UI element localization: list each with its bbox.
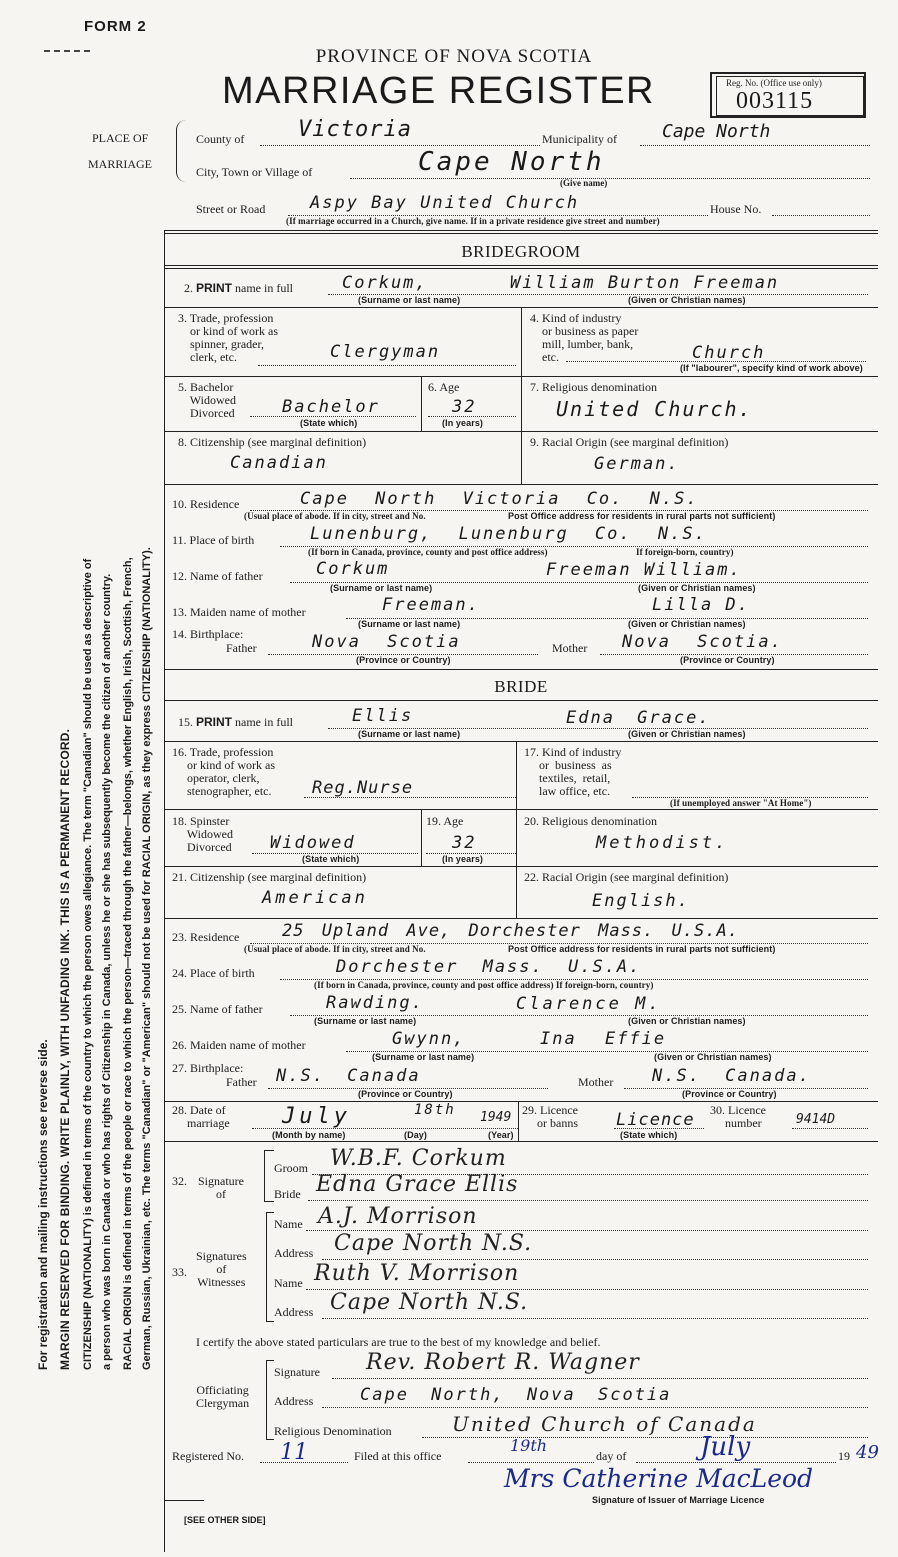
place-label-1: PLACE OF — [92, 131, 149, 145]
bride-residence: 25 Upland Ave, Dorchester Mass. U.S.A. — [282, 921, 739, 941]
see-other-side: [SEE OTHER SIDE] — [184, 1515, 266, 1525]
groom-religion: United Church. — [556, 397, 753, 421]
marriage-year-caption: (Year) — [488, 1130, 514, 1140]
clergy-label: Officiating Clergyman — [196, 1383, 250, 1410]
year-prefix: 19 — [838, 1449, 850, 1463]
witness2-address: Cape North N.S. — [330, 1290, 529, 1315]
bride-given-caption: (Given or Christian names) — [628, 729, 746, 739]
w1-name-label: Name — [274, 1217, 303, 1231]
w2-name-label: Name — [274, 1276, 303, 1290]
groom-residence: Cape North Victoria Co. N.S. — [300, 489, 699, 509]
margin-binding-notice: MARGIN RESERVED FOR BINDING. WRITE PLAINLY, WITH UNFADING INK. THIS IS A PERMANENT RECORD. — [58, 728, 72, 1370]
bride-status-caption: (State which) — [302, 854, 360, 864]
bride-father-surname: Rawding. — [326, 993, 424, 1013]
groom-status: Bachelor — [282, 397, 380, 417]
signature-brace — [264, 1150, 274, 1202]
witness-num: 33. — [172, 1265, 187, 1279]
bridegroom-heading: BRIDEGROOM — [461, 242, 581, 261]
bride-mother-surname: Gwynn, — [392, 1029, 466, 1049]
groom-mother-surname: Freeman. — [382, 595, 480, 615]
bride-racial: English. — [592, 891, 690, 911]
bride-bp-father-word: Father — [226, 1075, 257, 1089]
bride-birth-caption: (If born in Canada, province, county and post office address) If foreign-born, country) — [314, 980, 654, 990]
give-name-caption: (Give name) — [560, 178, 608, 188]
bride-birthplace-label: 27. Birthplace: — [172, 1061, 244, 1075]
groom-trade: Clergyman — [330, 342, 441, 362]
marriage-month: July — [282, 1104, 351, 1129]
city-label: City, Town or Village of — [196, 165, 313, 179]
groom-mother-label: 13. Maiden name of mother — [172, 605, 306, 619]
groom-age-caption: (In years) — [442, 418, 484, 428]
groom-father-label: 12. Name of father — [172, 569, 263, 583]
groom-birth-caption-1: (If born in Canada, province, county and post office address) — [308, 547, 548, 557]
clergy-denomination: United Church of Canada — [452, 1412, 757, 1436]
bride-birth: Dorchester Mass. U.S.A. — [336, 957, 642, 977]
bride-bp-mother-word: Mother — [578, 1075, 614, 1089]
groom-surname: Corkum, — [342, 273, 428, 293]
groom-age-label: 6. Age — [428, 380, 460, 394]
bride-father-label: 25. Name of father — [172, 1002, 263, 1016]
issuer-signature: Mrs Catherine MacLeod — [504, 1464, 814, 1493]
bride-sig-label: Bride — [274, 1187, 301, 1201]
place-brace — [176, 120, 188, 182]
groom-racial: German. — [594, 454, 680, 474]
licence-value: Licence — [616, 1110, 695, 1130]
signature-label: 32. — [172, 1174, 187, 1188]
bride-racial-label: 22. Racial Origin (see marginal definition) — [524, 870, 729, 884]
city-value: Cape North — [418, 147, 605, 177]
groom-residence-caption-2: Post Office address for residents in rural parts not sufficient) — [508, 511, 776, 521]
marriage-date-label: 28. Date of marriage — [172, 1103, 230, 1130]
groom-religion-label: 7. Religious denomination — [530, 380, 657, 394]
clergy-denomination-label: Religious Denomination — [274, 1424, 392, 1438]
groom-father-given: Freeman William. — [546, 560, 742, 580]
marriage-year: 1949 — [480, 1110, 512, 1125]
licence-caption: (State which) — [620, 1130, 678, 1140]
margin-racial-def: RACIAL ORIGIN is defined in terms of the people or race to which the person—traced through the father—belongs, whether English, Irish, Scottish, French, — [122, 557, 134, 1370]
municipality-value: Cape North — [662, 121, 771, 142]
filed-year: 49 — [856, 1442, 879, 1463]
groom-father-surname: Corkum — [316, 559, 390, 579]
bride-age: 32 — [452, 833, 477, 853]
reg-no-value: 003115 — [736, 88, 814, 114]
county-label: County of — [196, 132, 245, 146]
groom-bp-mother-caption: (Province or Country) — [680, 655, 775, 665]
groom-birth: Lunenburg, Lunenburg Co. N.S. — [310, 524, 707, 544]
bride-surname: Ellis — [352, 706, 414, 726]
w2-address-label: Address — [274, 1305, 314, 1319]
bride-religion: Methodist. — [596, 833, 729, 853]
groom-birth-label: 11. Place of birth — [172, 533, 255, 547]
groom-citizenship-label: 8. Citizenship (see marginal definition) — [178, 435, 367, 449]
issuer-caption: Signature of Issuer of Marriage Licence — [592, 1495, 765, 1505]
street-label: Street or Road — [196, 202, 266, 216]
licence-number-label: 30. Licence number — [710, 1103, 766, 1130]
groom-bp-father-caption: (Province or Country) — [356, 655, 451, 665]
clergy-brace — [266, 1360, 274, 1440]
bride-age-caption: (In years) — [442, 854, 484, 864]
groom-status-caption: (State which) — [300, 418, 358, 428]
groom-surname-caption: (Surname or last name) — [358, 295, 461, 305]
groom-industry-label: 4. Kind of industry or business as paper mill, lumber, bank, etc. — [530, 311, 639, 364]
groom-name-label: 2. PRINT name in full — [184, 281, 293, 295]
bride-name-label: 15. PRINT name in full — [178, 715, 293, 729]
bride-mother-birthplace: N.S. Canada. — [652, 1066, 811, 1086]
bride-residence-caption-1: (Usual place of abode. If in city, street and No. — [244, 944, 426, 954]
groom-industry: Church — [692, 343, 766, 363]
bride-residence-caption-2: Post Office address for residents in rural parts not sufficient) — [508, 944, 776, 954]
marriage-day-caption: (Day) — [404, 1130, 428, 1140]
groom-residence-label: 10. Residence — [172, 497, 240, 511]
bride-residence-label: 23. Residence — [172, 930, 240, 944]
groom-industry-note: (If "labourer", specify kind of work above) — [680, 363, 863, 373]
clergy-address: Cape North, Nova Scotia — [360, 1385, 672, 1405]
groom-residence-caption-1: (Usual place of abode. If in city, street and No. — [244, 511, 426, 521]
reg-no-label: Reg. No. (Office use only) — [726, 78, 822, 88]
bride-mother-label: 26. Maiden name of mother — [172, 1038, 306, 1052]
marriage-month-caption: (Month by name) — [272, 1130, 346, 1140]
filed-day: 19th — [510, 1436, 548, 1455]
groom-trade-label: 3. Trade, profession or kind of work as spinner, grader, clerk, etc. — [178, 311, 278, 364]
bride-given: Edna Grace. — [566, 708, 711, 728]
bride-bp-mother-caption: (Province or Country) — [682, 1089, 777, 1099]
groom-racial-label: 9. Racial Origin (see marginal definition) — [530, 435, 729, 449]
house-label: House No. — [710, 202, 762, 216]
form-label: FORM 2 — [84, 18, 147, 35]
bride-industry-label: 17. Kind of industry or business as textiles, retail, law office, etc. — [524, 745, 622, 798]
margin-racial-def-2: German, Russian, Ukrainian, etc. The terms "Canadian" or "American" should not be used for RACIAL ORIGIN, as they express CITIZENSHIP (NATIONALITY). — [141, 547, 153, 1370]
groom-birthplace-label: 14. Birthplace: — [172, 627, 244, 641]
groom-bp-mother-word: Mother — [552, 641, 588, 655]
clergy-address-label: Address — [274, 1394, 314, 1408]
bride-mother-given: Ina Effie — [540, 1029, 667, 1049]
bride-father-given-caption: (Given or Christian names) — [628, 1016, 746, 1026]
bride-status-label: 18. Spinster Widowed Divorced — [172, 814, 233, 854]
groom-mother-given-caption: (Given or Christian names) — [628, 619, 746, 629]
bride-signature: Edna Grace Ellis — [316, 1172, 519, 1197]
day-of-label: day of — [596, 1449, 627, 1463]
witness1-address: Cape North N.S. — [334, 1231, 533, 1256]
groom-father-given-caption: (Given or Christian names) — [638, 583, 756, 593]
groom-signature: W.B.F. Corkum — [330, 1146, 507, 1171]
bride-birth-label: 24. Place of birth — [172, 966, 255, 980]
groom-given: William Burton Freeman — [510, 273, 780, 293]
w1-address-label: Address — [274, 1246, 314, 1260]
county-value: Victoria — [298, 117, 412, 142]
licence-number: 9414D — [796, 1112, 836, 1127]
groom-status-label: 5. Bachelor Widowed Divorced — [178, 380, 236, 420]
bride-trade-label: 16. Trade, profession or kind of work as operator, clerk, stenographer, etc. — [172, 745, 275, 798]
groom-bp-father-word: Father — [226, 641, 257, 655]
bride-mother-surname-caption: (Surname or last name) — [372, 1052, 475, 1062]
filed-month: July — [700, 1432, 751, 1462]
bride-trade: Reg.Nurse — [312, 778, 414, 798]
bride-surname-caption: (Surname or last name) — [358, 729, 461, 739]
groom-father-birthplace: Nova Scotia — [312, 632, 461, 652]
bride-father-given: Clarence M. — [516, 994, 662, 1014]
groom-sig-label: Groom — [274, 1161, 308, 1175]
registered-number: 11 — [280, 1440, 308, 1465]
bride-heading: BRIDE — [494, 677, 548, 696]
bride-bp-father-caption: (Province or Country) — [358, 1089, 453, 1099]
bride-status: Widowed — [270, 833, 356, 853]
street-value: Aspy Bay United Church — [310, 193, 580, 213]
filed-label: Filed at this office — [354, 1449, 442, 1463]
groom-father-surname-caption: (Surname or last name) — [330, 583, 433, 593]
municipality-label: Municipality of — [542, 132, 617, 146]
groom-mother-surname-caption: (Surname or last name) — [358, 619, 461, 629]
page-title: MARRIAGE REGISTER — [222, 70, 655, 112]
province-heading: PROVINCE OF NOVA SCOTIA — [315, 46, 593, 67]
groom-given-caption: (Given or Christian names) — [628, 295, 746, 305]
witness1-name: A.J. Morrison — [318, 1204, 478, 1229]
margin-citizenship-def: CITIZENSHIP (NATIONALITY) is defined in terms of the country to which the person owes allegiance. The term "Canadian" should be used as descriptive of — [82, 558, 94, 1370]
licence-label: 29. Licence or banns — [522, 1103, 578, 1130]
bride-religion-label: 20. Religious denomination — [524, 814, 657, 828]
place-label-2: MARRIAGE — [88, 157, 153, 171]
registered-label: Registered No. — [172, 1449, 244, 1463]
reg-no-box — [710, 72, 866, 118]
witness-brace — [266, 1212, 274, 1322]
bride-industry-note: (If unemployed answer "At Home") — [670, 798, 812, 808]
groom-age: 32 — [452, 397, 477, 417]
witness2-name: Ruth V. Morrison — [314, 1261, 520, 1286]
street-note: (If marriage occurred in a Church, give name. If in a private residence give street and number) — [286, 216, 660, 226]
clergy-sig-label: Signature — [274, 1365, 320, 1379]
bride-mother-given-caption: (Given or Christian names) — [654, 1052, 772, 1062]
groom-mother-birthplace: Nova Scotia. — [622, 632, 783, 652]
signature-of-label: Signature of — [198, 1174, 244, 1201]
groom-citizenship: Canadian — [230, 453, 328, 473]
margin-instructions: For registration and mailing instructions see reverse side. — [36, 1039, 50, 1370]
bride-citizenship: American — [262, 888, 368, 908]
groom-mother-given: Lilla D. — [652, 595, 750, 615]
clergy-signature: Rev. Robert R. Wagner — [366, 1350, 640, 1375]
margin-citizenship-def-2: a person who was born in Canada or who has rights of Citizenship in Canada, unless he or she has subsequently become the citizen of another country. — [101, 573, 113, 1370]
bride-father-surname-caption: (Surname or last name) — [314, 1016, 417, 1026]
marriage-day: 18th — [414, 1102, 456, 1118]
bride-age-label: 19. Age — [426, 814, 464, 828]
groom-birth-caption-2: If foreign-born, country) — [636, 547, 734, 557]
bride-father-birthplace: N.S. Canada — [276, 1066, 421, 1086]
bride-citizenship-label: 21. Citizenship (see marginal definition) — [172, 870, 367, 884]
certify-statement: I certify the above stated particulars are true to the best of my knowledge and belief. — [196, 1335, 601, 1349]
witnesses-label: Signatures of Witnesses — [196, 1249, 247, 1289]
